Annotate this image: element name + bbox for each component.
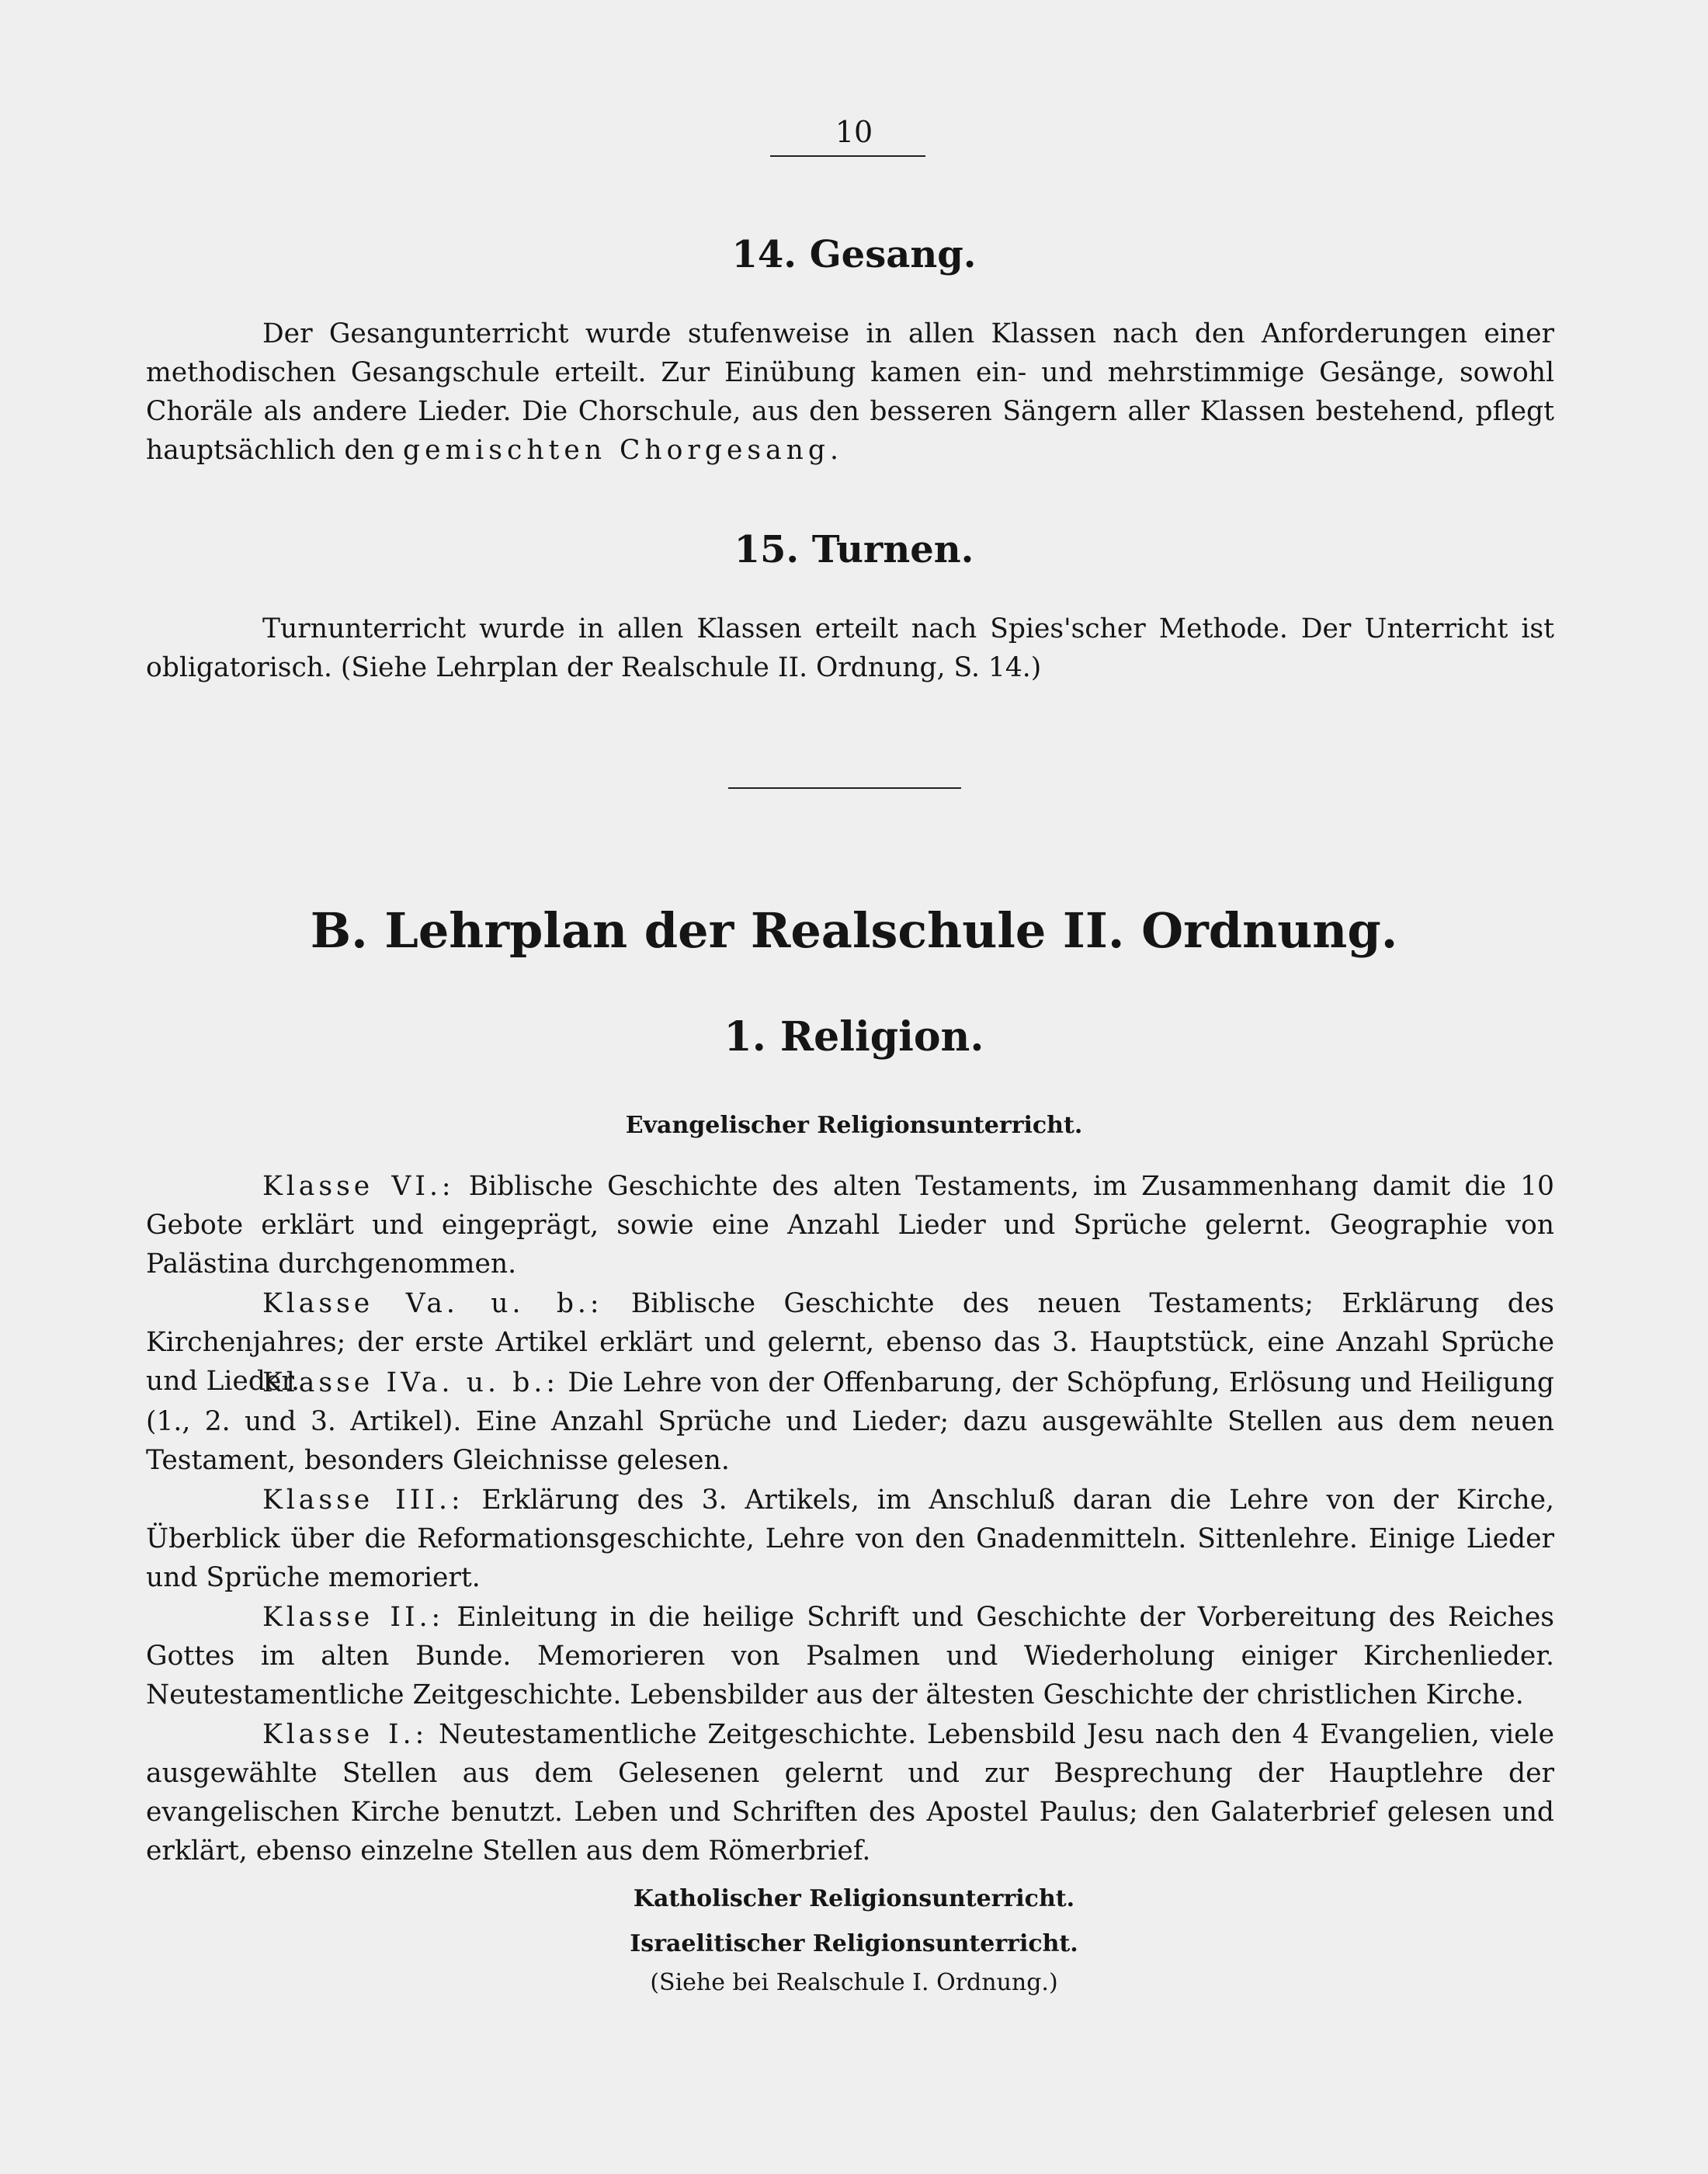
klasse-i <box>146 1715 1554 1870</box>
klasse-iii-text: Erklärung des 3. Artikels, im Anschluß daran die Lehre von der Kirche, Überblick über die Reformationsgeschichte, Lehre von den Gnadenmitteln. Sittenlehre. Einige Lieder und Sprüche memoriert. <box>146 1485 1554 1593</box>
section-14-spaced: gemischten Chorgesang <box>403 435 830 466</box>
klasse-ii-text: Einleitung in die heilige Schrift und Geschichte der Vorbereitung des Reiches Gottes im alten Bunde. Memorieren von Psalmen und Wiederholung einiger Kirchenlieder. Neutestamentliche Zeitgeschichte. Lebensbilder aus der ältesten Geschichte der christlichen Kirche. <box>146 1602 1554 1710</box>
section-14-text <box>146 314 1554 470</box>
israelitisch-title: Israelitischer Religionsunterricht. <box>630 1930 1078 1957</box>
section-14-body: Der Gesangunterricht wurde stufenweise in allen Klassen nach den Anforderungen einer methodischen Gesangschule erteilt. Zur Einübung kamen ein- und mehrstimmige Gesänge, sowohl Choräle als andere Lieder. Die Chorschule, aus den besseren Sängern aller Klassen bestehend, pflegt hauptsächlich den <box>146 318 1554 466</box>
klasse-iii <box>146 1481 1554 1597</box>
klasse-va-label: Klasse Va. u. b.: <box>262 1288 603 1319</box>
klasse-iva <box>146 1363 1554 1480</box>
katholisch-title: Katholischer Religionsunterricht. <box>633 1885 1075 1912</box>
section-divider <box>728 787 961 789</box>
section-15-heading: 15. Turnen. <box>734 528 974 571</box>
klasse-vi-text: Biblische Geschichte des alten Testaments, im Zusammenhang damit die 10 Gebote erklärt und eingeprägt, sowie eine Anzahl Lieder und Sprüche gelernt. Geographie von Palästina durchgenommen. <box>146 1171 1554 1280</box>
section-14-heading: 14. Gesang. <box>731 233 977 276</box>
klasse-ii-label: Klasse II.: <box>262 1602 445 1633</box>
section-14-end: . <box>829 435 838 466</box>
klasse-iva-text: Die Lehre von der Offenbarung, der Schöpfung, Erlösung und Heiligung (1., 2. und 3. Artikel). Eine Anzahl Sprüche und Lieder; dazu ausgewählte Stellen aus dem neuen Testament, besonders Gleichnisse gelesen. <box>146 1367 1555 1476</box>
klasse-ii <box>146 1598 1554 1714</box>
evangelisch-title: Evangelischer Religionsunterricht. <box>625 1112 1083 1139</box>
section-15-text: Turnunterricht wurde in allen Klassen erteilt nach Spies'scher Methode. Der Unterricht ist obligatorisch. (Siehe Lehrplan der Realschule II. Ordnung, S. 14.) <box>146 613 1554 683</box>
page-number-rule <box>770 155 925 157</box>
klasse-va-text: Biblische Geschichte des neuen Testaments; Erklärung des Kirchenjahres; der erste Artikel erklärt und gelernt, ebenso das 3. Hauptstück, eine Anzahl Sprüche und Lieder. <box>146 1288 1554 1397</box>
klasse-iva-label: Klasse IVa. u. b.: <box>262 1367 559 1398</box>
klasse-vi-label: Klasse VI.: <box>262 1171 455 1202</box>
part-b-heading: B. Lehrplan der Realschule II. Ordnung. <box>310 902 1398 959</box>
religion-heading: 1. Religion. <box>724 1013 984 1061</box>
klasse-i-label: Klasse I.: <box>262 1719 429 1750</box>
reference-note: (Siehe bei Realschule I. Ordnung.) <box>650 1969 1058 1996</box>
klasse-vi <box>146 1167 1554 1283</box>
page-number: 10 <box>835 115 873 149</box>
klasse-iii-label: Klasse III.: <box>262 1485 464 1516</box>
klasse-i-text: Neutestamentliche Zeitgeschichte. Lebensbild Jesu nach den 4 Evangelien, viele ausgewählte Stellen aus dem Gelesenen gelernt und zur Besprechung der Hauptlehre der evangelischen Kirche benutzt. Leben und Schriften des Apostel Paulus; den Galaterbrief gelesen und erklärt, ebenso einzelne Stellen aus dem Römerbrief. <box>146 1719 1555 1867</box>
